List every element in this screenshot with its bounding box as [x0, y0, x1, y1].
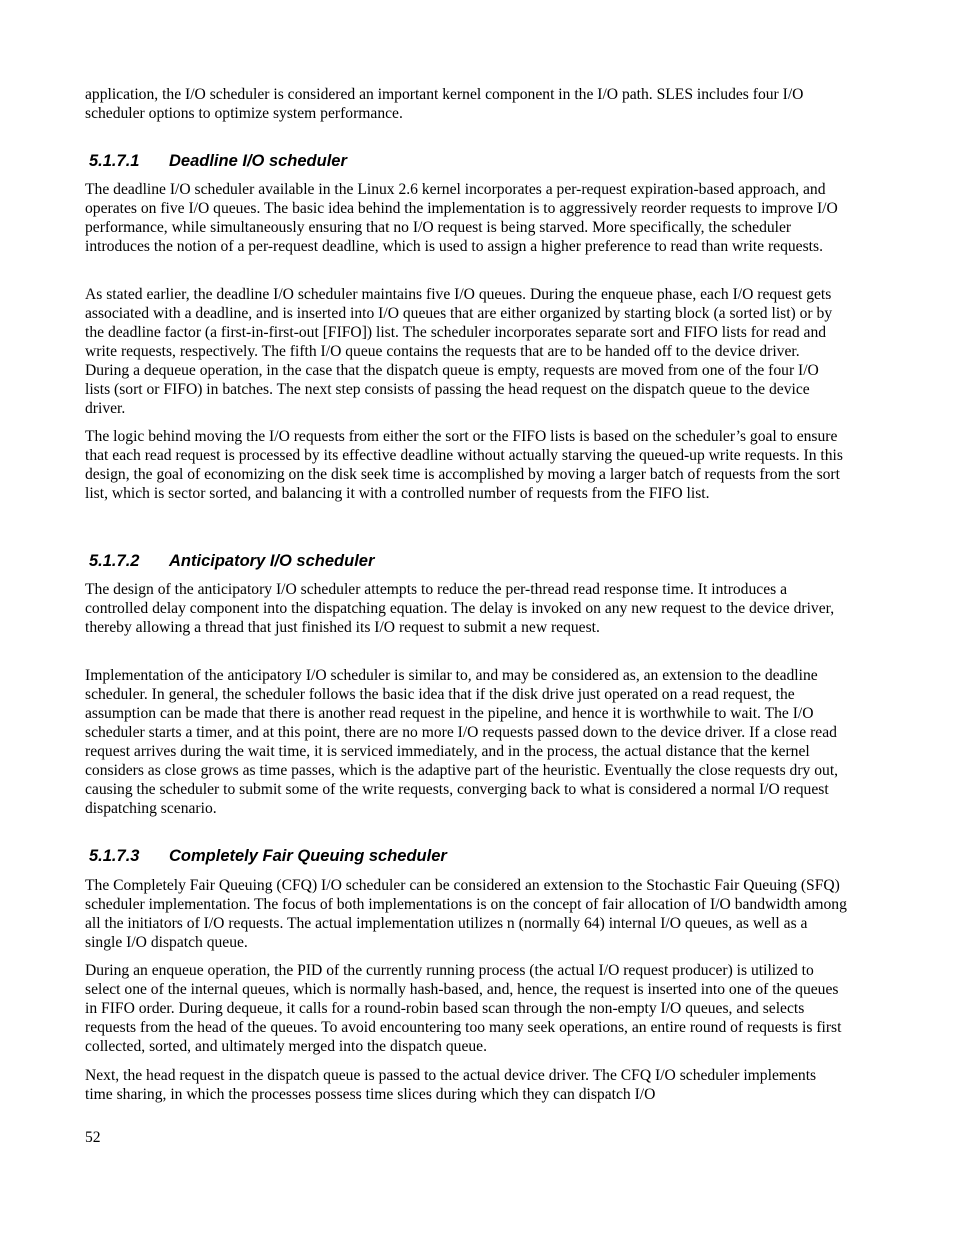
- cfq-paragraph-1: The Completely Fair Queuing (CFQ) I/O scheduler can be considered an extension to the Stochastic Fair Queuing (SFQ) scheduler implementation. The focus of both implementations is on the concept of fair allocation of I/O bandwidth among all the initiators of I/O requests. The actual implementation utilizes n (normally 64) internal I/O queues, as well as a single I/O dispatch queue.: [85, 877, 847, 951]
- cfq-paragraph-2: During an enqueue operation, the PID of the currently running process (the actual I/O request producer) is utilized to select one of the internal queues, which is normally hash-based, and, hence, the request is inserted into one of the queues in FIFO order. During dequeue, it calls for a round-robin based scan through the non-empty I/O queues, and selects requests from the head of the queues. To avoid encountering too many seek operations, an entire round of requests is first collected, sorted, and ultimately merged into the dispatch queue.: [85, 962, 842, 1055]
- section-heading-cfq: [89, 846, 447, 866]
- intro-paragraph: application, the I/O scheduler is considered an important kernel component in the I/O path. SLES includes four I/O scheduler options to optimize system performance.: [85, 86, 804, 122]
- section-title: Deadline I/O scheduler: [169, 152, 347, 170]
- section-heading-deadline: [89, 151, 347, 171]
- section-title: Anticipatory I/O scheduler: [169, 552, 375, 570]
- deadline-paragraph-3: The logic behind moving the I/O requests from either the sort or the FIFO lists is based on the scheduler’s goal to ensure that each read request is processed by its effective deadline without actually starving the queued-up write requests. In this design, the goal of economizing on the disk seek time is accomplished by moving a larger batch of requests from the sort list, which is sector sorted, and balancing it with a controlled number of requests from the FIFO list.: [85, 428, 843, 502]
- section-title: Completely Fair Queuing scheduler: [169, 847, 447, 865]
- page-number: 52: [85, 1129, 101, 1146]
- section-heading-anticipatory: [89, 551, 374, 571]
- section-number: 5.1.7.1: [89, 152, 140, 170]
- cfq-paragraph-3: Next, the head request in the dispatch queue is passed to the actual device driver. The CFQ I/O scheduler implements time sharing, in which the processes possess time slices during which they can dispatch I/O: [85, 1067, 817, 1103]
- anticipatory-paragraph-2: Implementation of the anticipatory I/O scheduler is similar to, and may be considered as, an extension to the deadline scheduler. In general, the scheduler follows the basic idea that if the disk drive just operated on a read request, the assumption can be made that there is another read request in the pipeline, and hence it is worthwhile to wait. The I/O scheduler starts a timer, and at this point, there are no more I/O requests passed down to the device driver. If a close read request arrives during the wait time, it is serviced immediately, and in the process, the actual distance that the kernel considers as close grows as time passes, which is the adaptive part of the heuristic. Eventually the close requests dry out, causing the scheduler to submit some of the write requests, converging back to what is considered a normal I/O request dispatching scenario.: [85, 667, 839, 817]
- anticipatory-paragraph-1: The design of the anticipatory I/O scheduler attempts to reduce the per-thread read response time. It introduces a controlled delay component into the dispatching equation. The delay is invoked on any new request to the device driver, thereby allowing a thread that just finished its I/O request to submit a new request.: [85, 581, 835, 636]
- deadline-paragraph-1: The deadline I/O scheduler available in the Linux 2.6 kernel incorporates a per-request expiration-based approach, and operates on five I/O queues. The basic idea behind the implementation is to aggressively reorder requests to improve I/O performance, while simultaneously ensuring that no I/O request is being starved. More specifically, the scheduler introduces the notion of a per-request deadline, which is used to assign a higher preference to read than write requests.: [85, 181, 838, 255]
- deadline-paragraph-2: As stated earlier, the deadline I/O scheduler maintains five I/O queues. During the enqueue phase, each I/O request gets associated with a deadline, and is inserted into I/O queues that are either organized by starting block (a sorted list) or by the deadline factor (a first-in-first-out [FIFO]) list. The scheduler incorporates separate sort and FIFO lists for read and write requests, respectively. The fifth I/O queue contains the requests that are to be handed off to the device driver. During a dequeue operation, in the case that the dispatch queue is empty, requests are moved from one of the four I/O lists (sort or FIFO) in batches. The next step consists of passing the head request on the dispatch queue to the device driver.: [85, 286, 833, 417]
- section-number: 5.1.7.3: [89, 847, 140, 865]
- section-number: 5.1.7.2: [89, 552, 140, 570]
